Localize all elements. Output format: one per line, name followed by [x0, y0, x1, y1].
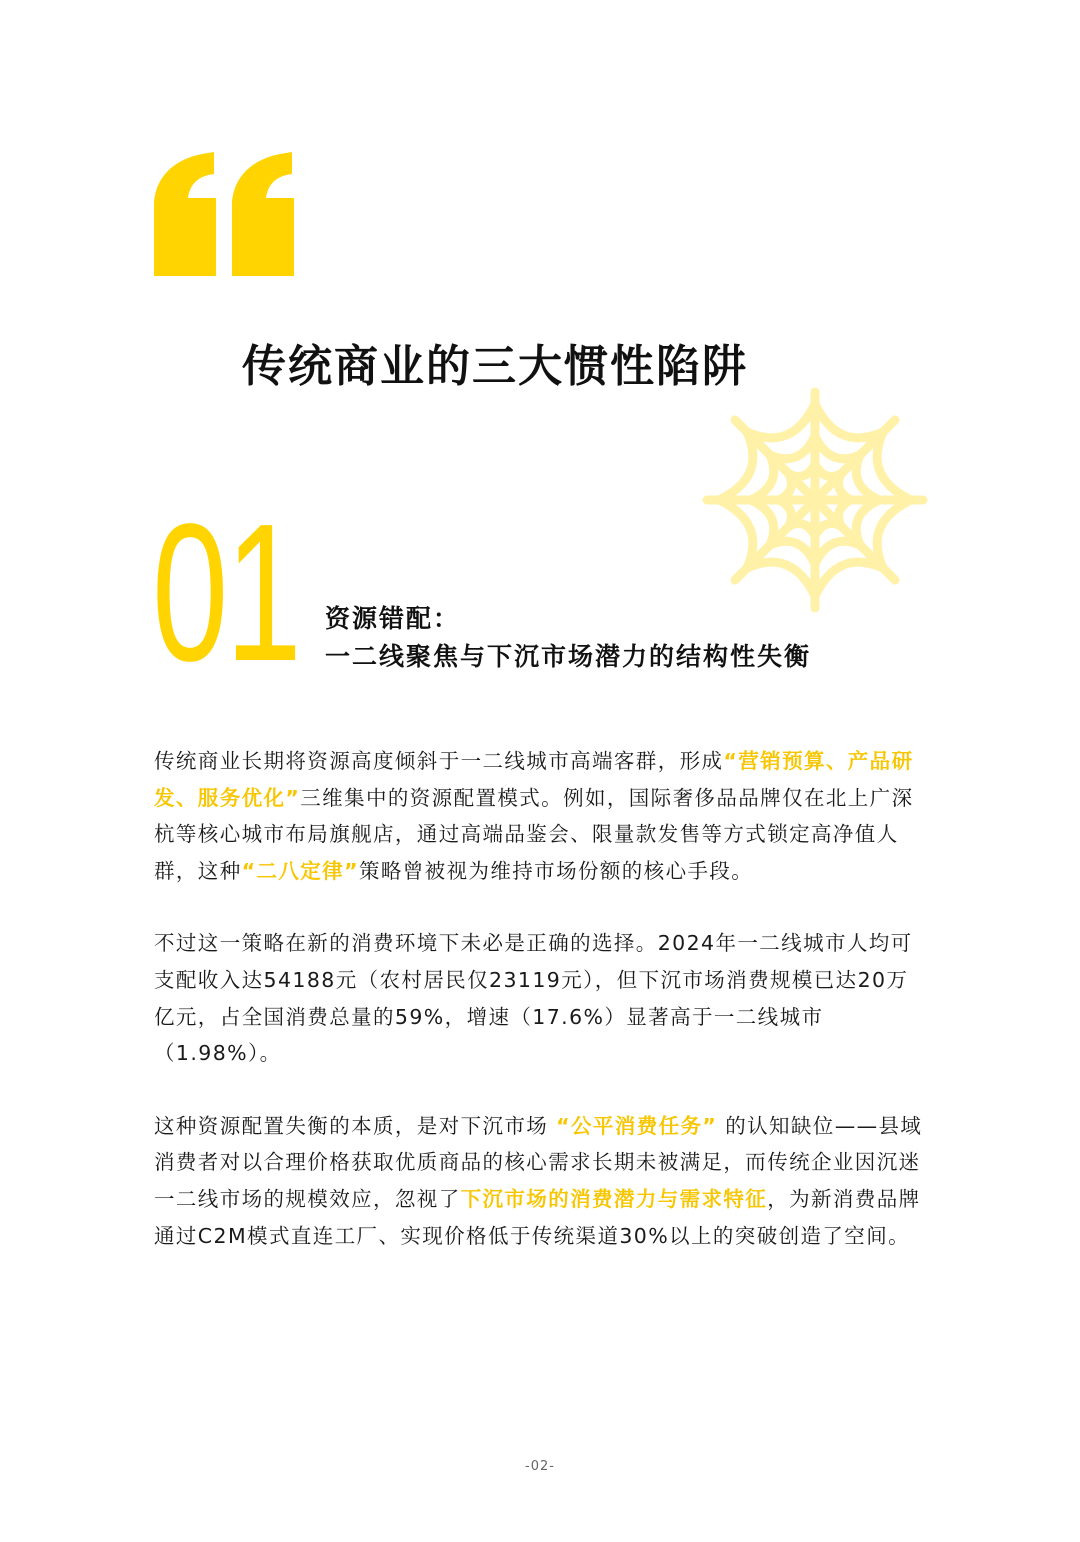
spider-web-icon — [700, 385, 930, 615]
highlight-text: 下沉市场的消费潜力与需求特征 — [460, 1186, 768, 1211]
highlight-text: “二八定律” — [241, 858, 359, 883]
paragraph-text: 传统商业长期将资源高度倾斜于一二线城市高端客群，形成 — [154, 749, 724, 773]
paragraph-3 — [154, 1108, 930, 1254]
section-heading-line-2: 一二线聚焦与下沉市场潜力的结构性失衡 — [325, 642, 812, 671]
page-title: 传统商业的三大惯性陷阱 — [242, 341, 748, 392]
paragraph-1 — [154, 743, 930, 889]
article-body — [154, 743, 930, 1290]
highlight-text: “公平消费任务” — [556, 1113, 718, 1138]
section-number: 01 — [152, 483, 300, 702]
paragraph-text: 三维集中的资源配置模式。例如，国际奢侈品品牌仅在北上广深杭等核心城市布局旗舰店，通过高端品鉴会、限量款发售等方式锁定高净值人群，这种 — [154, 785, 914, 883]
section-heading — [325, 600, 811, 676]
section-heading-line-1: 资源错配： — [325, 604, 461, 633]
paragraph-text: ，为新消费品牌通过C2M模式直连工厂、实现价格低于传统渠道30%以上的突破创造了空间。 — [154, 1186, 921, 1248]
paragraph-2: 不过这一策略在新的消费环境下未必是正确的选择。2024年一二线城市人均可支配收入达54188元（农村居民仅23119元），但下沉市场消费规模已达20万亿元，占全国消费总量的59%，增速（17.6%）显著高于一二线城市（1.98%）。 — [154, 931, 913, 1066]
paragraph-text: 策略曾被视为维持市场份额的核心手段。 — [358, 858, 754, 883]
paragraph-text: 这种资源配置失衡的本质，是对下沉市场 — [154, 1113, 557, 1138]
quote-mark-icon — [150, 150, 300, 280]
page-number: -02- — [525, 1459, 555, 1474]
highlight-text: “营销预算、产品研发、服务优化” — [154, 749, 914, 810]
paragraph-text: 的认知缺位——县域消费者对以合理价格获取优质商品的核心需求长期未被满足，而传统企业因沉迷一二线市场的规模效应，忽视了 — [154, 1113, 923, 1211]
